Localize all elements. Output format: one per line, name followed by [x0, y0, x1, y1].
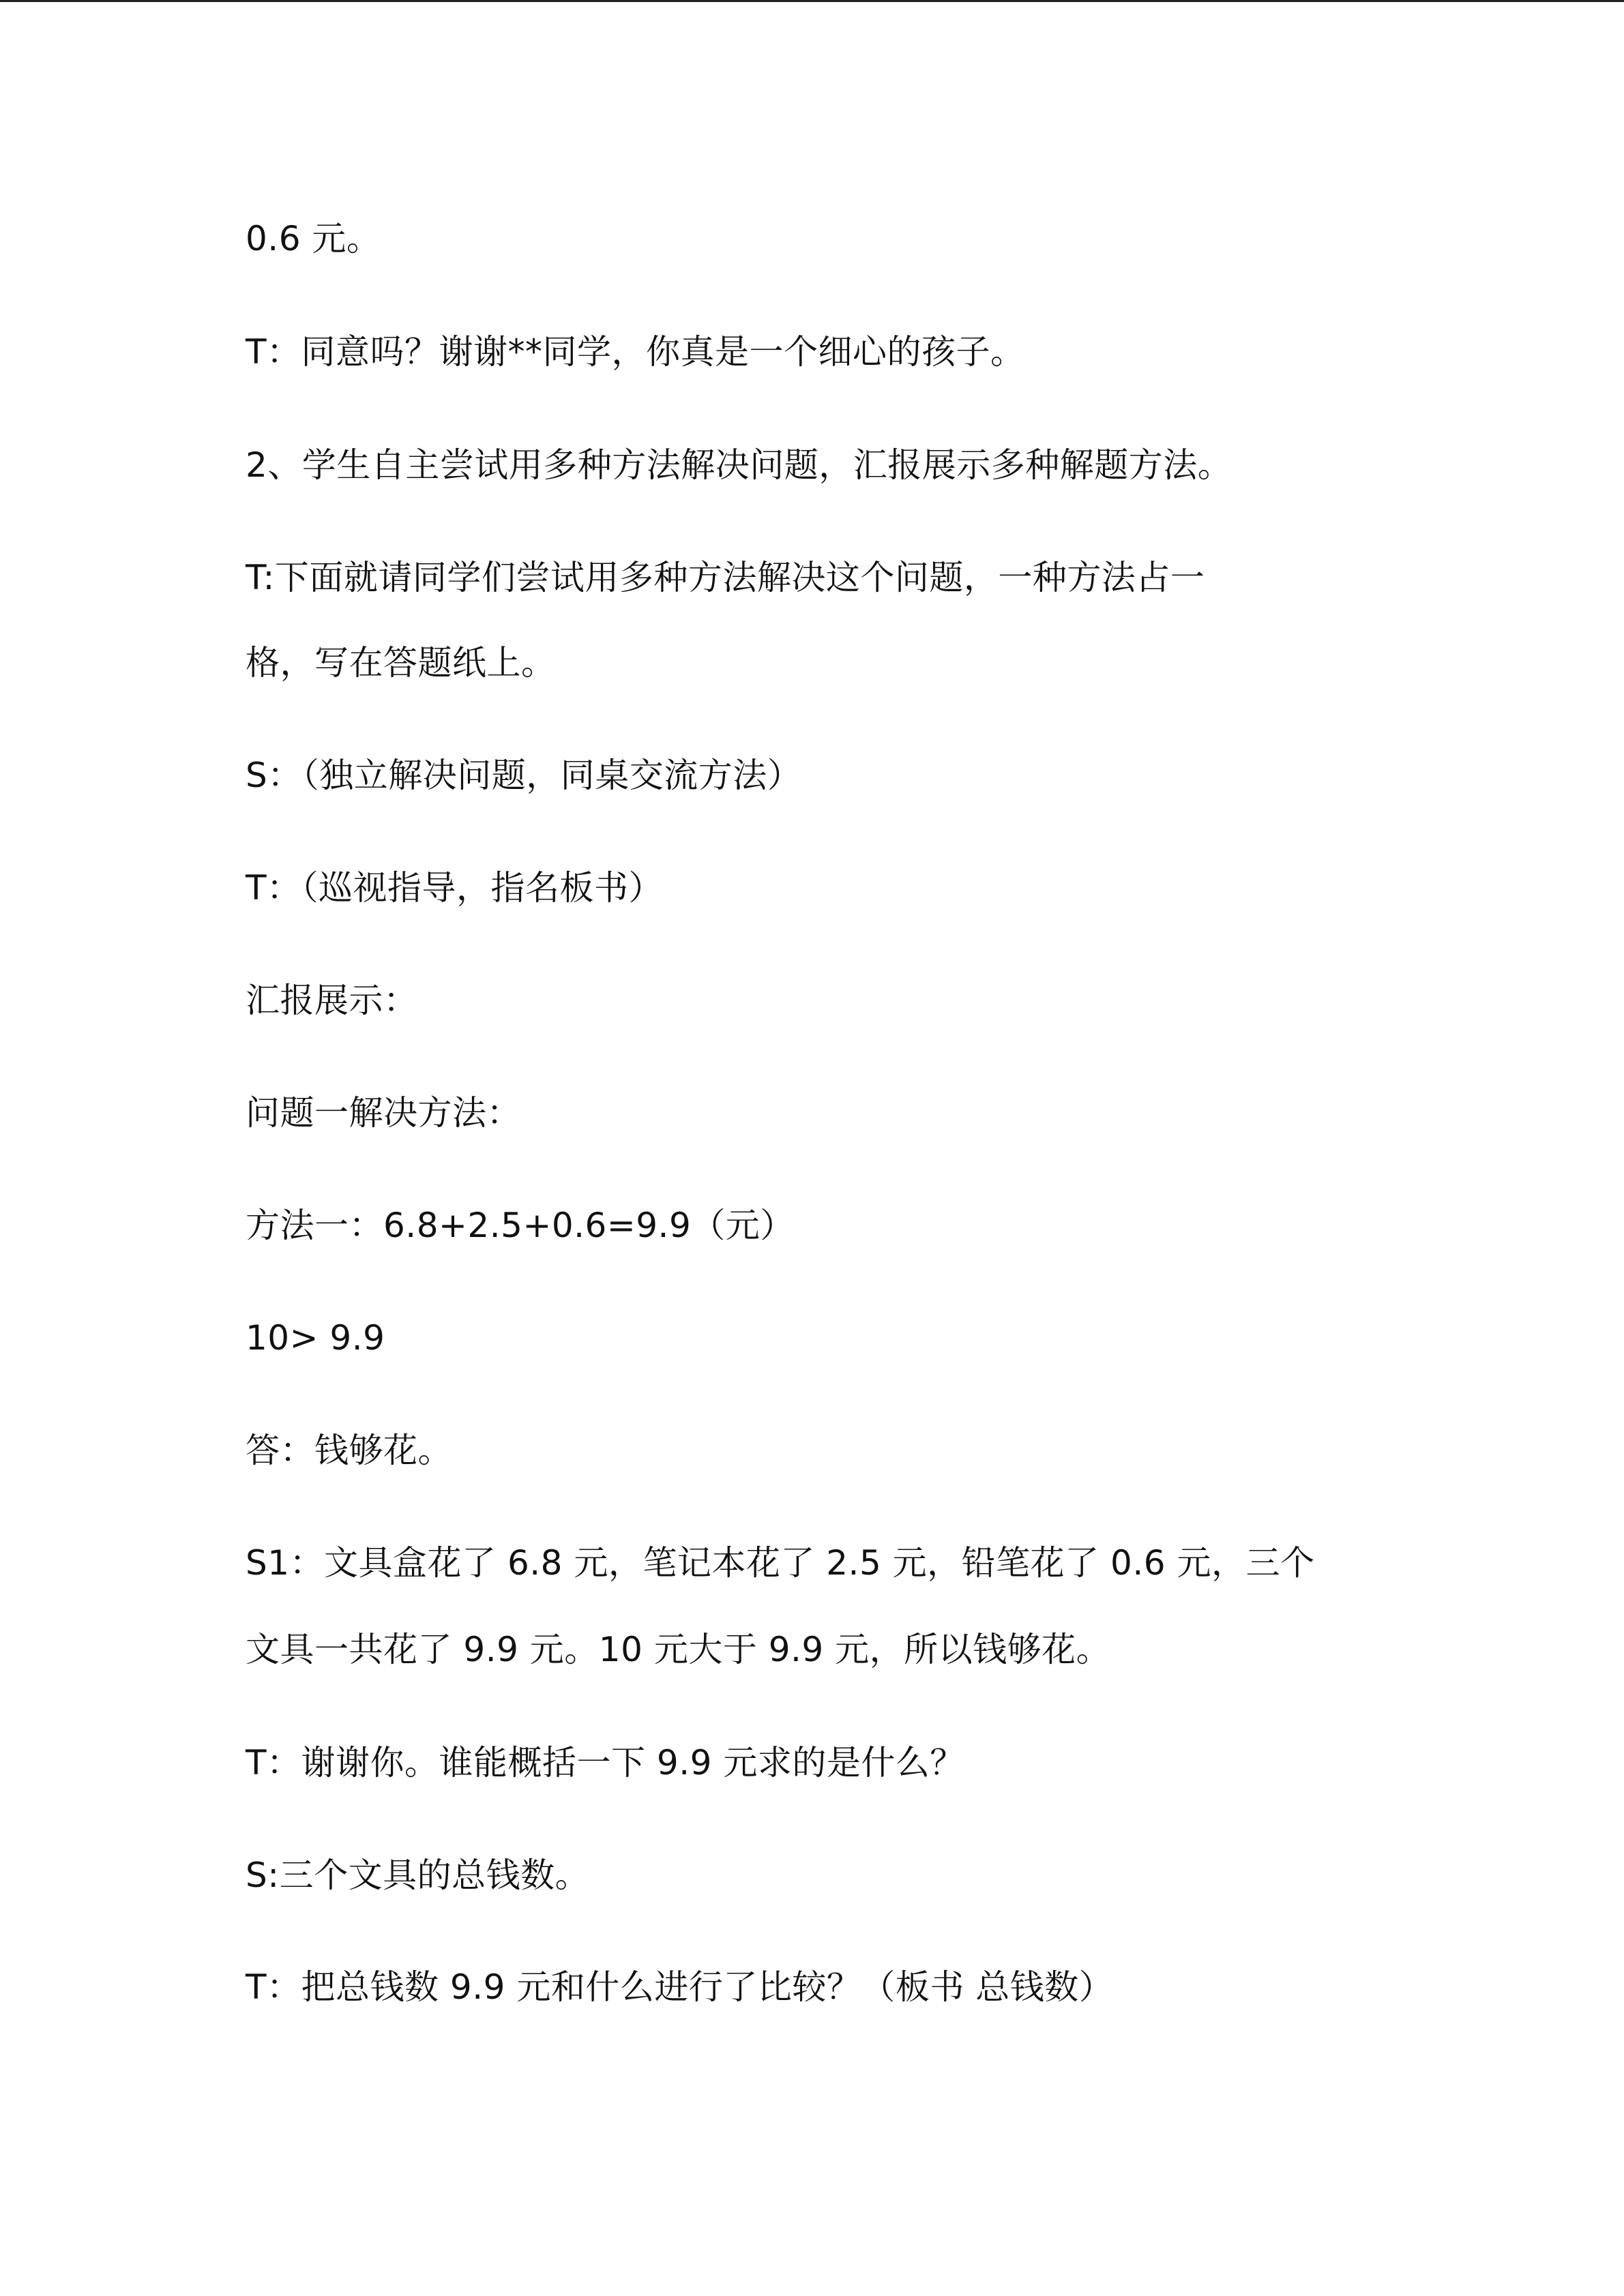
text-line-3: 2、学生自主尝试用多种方法解决问题，汇报展示多种解题方法。: [246, 445, 1232, 485]
text-line-7: T：（巡视指导，指名板书）: [246, 868, 664, 908]
text-line-15: T：谢谢你。谁能概括一下 9.9 元求的是什么？: [246, 1743, 964, 1783]
text-line-10: 方法一：6.8+2.5+0.6=9.9（元）: [246, 1206, 795, 1245]
text-line-11: 10> 9.9: [246, 1318, 385, 1358]
text-line-17: T：把总钱数 9.9 元和什么进行了比较？（板书 总钱数）: [246, 1967, 1114, 2007]
text-line-12: 答：钱够花。: [246, 1431, 452, 1470]
text-line-8: 汇报展示：: [246, 981, 418, 1020]
text-line-5: 格，写在答题纸上。: [246, 643, 556, 683]
text-line-16: S:三个文具的总钱数。: [246, 1855, 590, 1895]
text-line-4: T:下面就请同学们尝试用多种方法解决这个问题，一种方法占一: [246, 558, 1205, 597]
text-line-6: S：（独立解决问题，同桌交流方法）: [246, 756, 802, 795]
text-line-1: 0.6 元。: [246, 219, 381, 258]
text-line-2: T：同意吗？谢谢**同学，你真是一个细心的孩子。: [246, 332, 1025, 372]
text-line-9: 问题一解决方法：: [246, 1093, 521, 1133]
text-line-13: S1：文具盒花了 6.8 元，笔记本花了 2.5 元，铅笔花了 0.6 元，三个: [246, 1543, 1315, 1583]
text-line-14: 文具一共花了 9.9 元。10 元大于 9.9 元，所以钱够花。: [246, 1630, 1111, 1669]
